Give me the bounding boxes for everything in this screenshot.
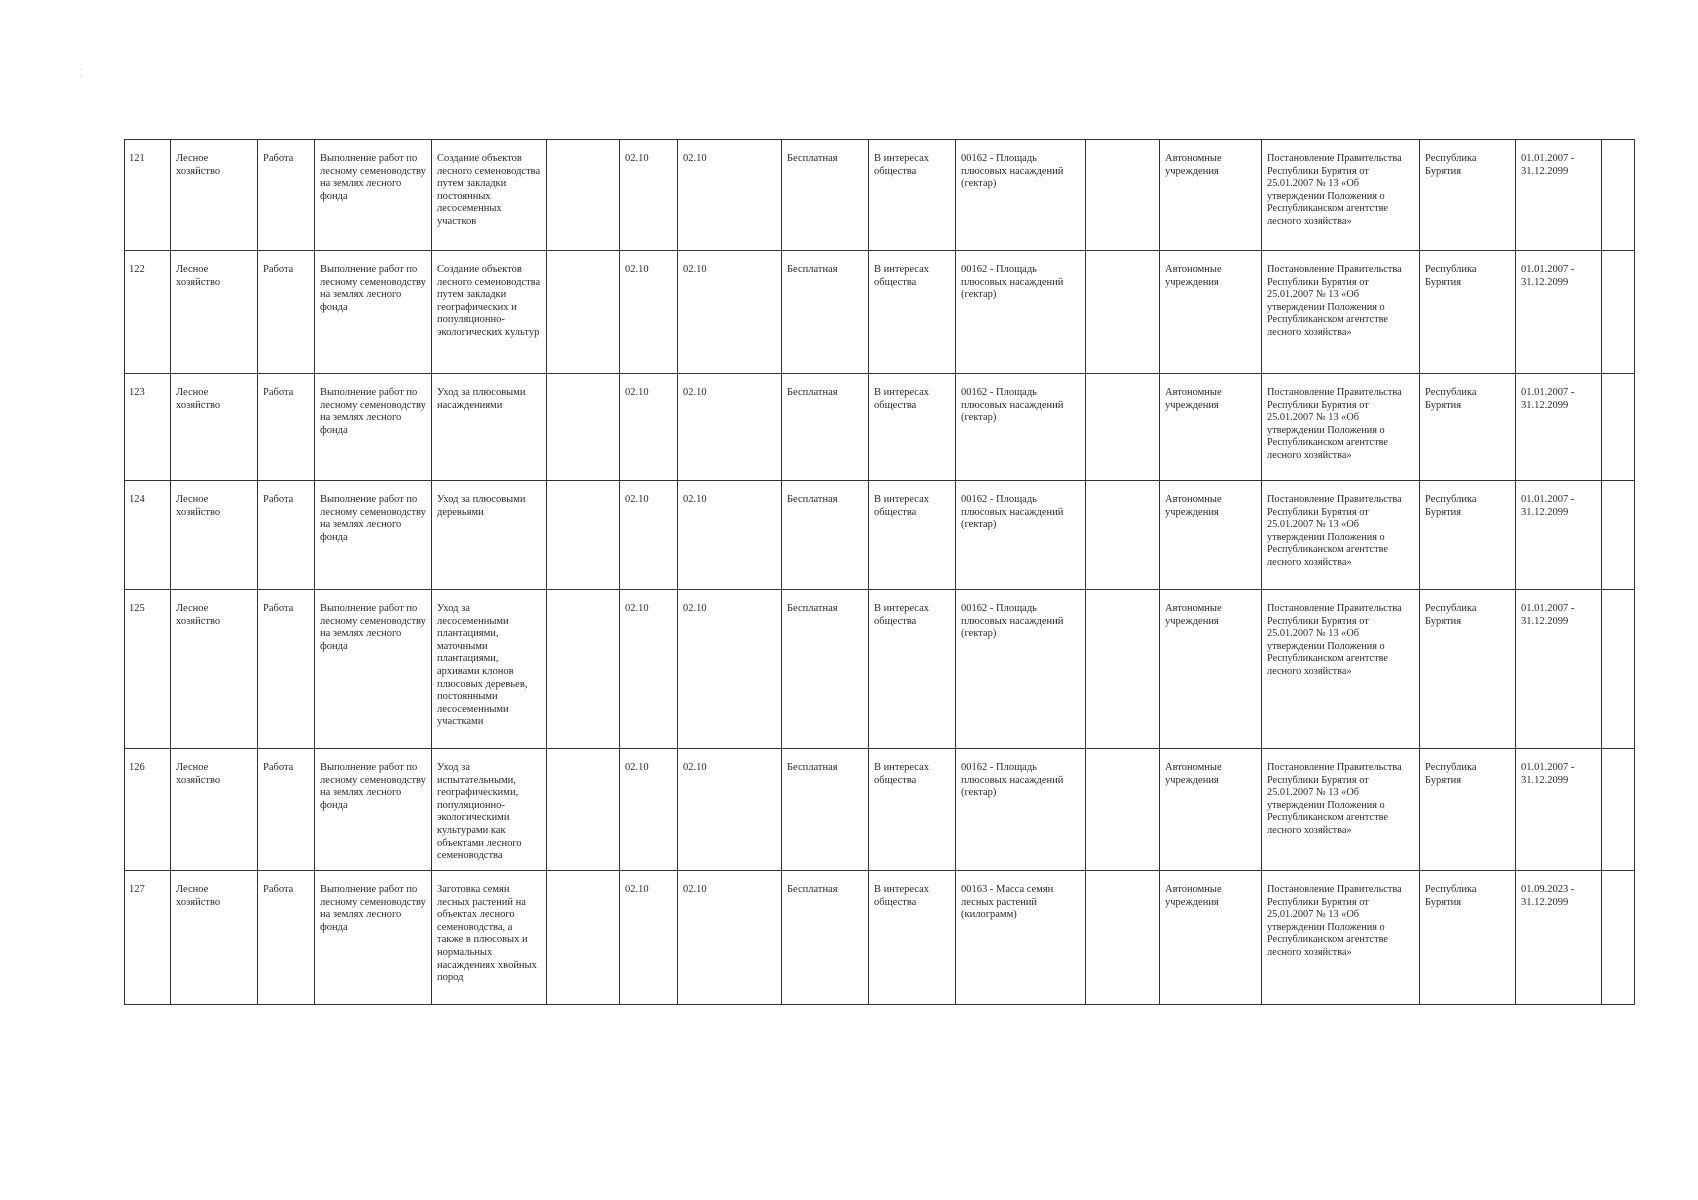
empty-cell <box>1086 749 1160 871</box>
legal-document: Постановление Правительства Республики Бурятия от 25.01.2007 № 13 «Об утверждении Положения о Республиканском агентстве лесного хозяйства» <box>1262 374 1420 481</box>
activity-sphere: Лесное хозяйство <box>171 590 258 749</box>
institution-type: Автономные учреждения <box>1160 749 1262 871</box>
entry-kind: Работа <box>258 481 315 590</box>
work-content: Создание объектов лесного семеноводства путем закладки географических и популяционно-экологических культур <box>432 251 547 374</box>
empty-cell <box>1602 481 1635 590</box>
entry-kind: Работа <box>258 374 315 481</box>
table-row <box>125 374 1635 481</box>
empty-cell <box>547 251 620 374</box>
okved-code-2: 02.10 <box>678 871 782 1005</box>
volume-indicator: 00162 - Площадь плюсовых насаждений (гектар) <box>956 749 1086 871</box>
table-row <box>125 140 1635 251</box>
work-name: Выполнение работ по лесному семеноводству на землях лесного фонда <box>315 871 432 1005</box>
volume-indicator: 00162 - Площадь плюсовых насаждений (гектар) <box>956 481 1086 590</box>
row-number: 127 <box>125 871 171 1005</box>
empty-cell <box>547 374 620 481</box>
volume-indicator: 00162 - Площадь плюсовых насаждений (гектар) <box>956 374 1086 481</box>
okved-code-2: 02.10 <box>678 140 782 251</box>
okved-code: 02.10 <box>620 374 678 481</box>
row-number: 123 <box>125 374 171 481</box>
entry-kind: Работа <box>258 251 315 374</box>
okved-code: 02.10 <box>620 251 678 374</box>
activity-sphere: Лесное хозяйство <box>171 871 258 1005</box>
volume-indicator: 00163 - Масса семян лесных растений (килограмм) <box>956 871 1086 1005</box>
empty-cell <box>1602 374 1635 481</box>
entry-kind: Работа <box>258 871 315 1005</box>
activity-sphere: Лесное хозяйство <box>171 374 258 481</box>
work-name: Выполнение работ по лесному семеноводству на землях лесного фонда <box>315 140 432 251</box>
institution-type: Автономные учреждения <box>1160 871 1262 1005</box>
region: Республика Бурятия <box>1420 590 1516 749</box>
institution-type: Автономные учреждения <box>1160 590 1262 749</box>
work-content: Заготовка семян лесных растений на объектах лесного семеноводства, а также в плюсовых и нормальных насаждениях хвойных пород <box>432 871 547 1005</box>
empty-cell <box>547 871 620 1005</box>
registry-table <box>124 139 1635 1005</box>
validity-period: 01.01.2007 - 31.12.2099 <box>1516 251 1602 374</box>
okved-code-2: 02.10 <box>678 481 782 590</box>
empty-cell <box>1086 374 1160 481</box>
work-content: Уход за плюсовыми насаждениями <box>432 374 547 481</box>
okved-code: 02.10 <box>620 749 678 871</box>
validity-period: 01.01.2007 - 31.12.2099 <box>1516 590 1602 749</box>
table-row <box>125 481 1635 590</box>
payment-type: Бесплатная <box>782 590 869 749</box>
empty-cell <box>1086 481 1160 590</box>
legal-document: Постановление Правительства Республики Бурятия от 25.01.2007 № 13 «Об утверждении Положения о Республиканском агентстве лесного хозяйства» <box>1262 749 1420 871</box>
okved-code-2: 02.10 <box>678 251 782 374</box>
validity-period: 01.01.2007 - 31.12.2099 <box>1516 481 1602 590</box>
okved-code: 02.10 <box>620 590 678 749</box>
volume-indicator: 00162 - Площадь плюсовых насаждений (гектар) <box>956 251 1086 374</box>
empty-cell <box>1602 871 1635 1005</box>
region: Республика Бурятия <box>1420 871 1516 1005</box>
empty-cell <box>1602 140 1635 251</box>
work-name: Выполнение работ по лесному семеноводству на землях лесного фонда <box>315 481 432 590</box>
okved-code: 02.10 <box>620 871 678 1005</box>
consumer-category: В интересах общества <box>869 140 956 251</box>
legal-document: Постановление Правительства Республики Бурятия от 25.01.2007 № 13 «Об утверждении Положения о Республиканском агентстве лесного хозяйства» <box>1262 251 1420 374</box>
region: Республика Бурятия <box>1420 140 1516 251</box>
consumer-category: В интересах общества <box>869 374 956 481</box>
empty-cell <box>1086 590 1160 749</box>
validity-period: 01.09.2023 - 31.12.2099 <box>1516 871 1602 1005</box>
row-number: 121 <box>125 140 171 251</box>
okved-code: 02.10 <box>620 140 678 251</box>
empty-cell <box>547 749 620 871</box>
empty-cell <box>1602 749 1635 871</box>
institution-type: Автономные учреждения <box>1160 374 1262 481</box>
validity-period: 01.01.2007 - 31.12.2099 <box>1516 749 1602 871</box>
activity-sphere: Лесное хозяйство <box>171 749 258 871</box>
okved-code: 02.10 <box>620 481 678 590</box>
work-name: Выполнение работ по лесному семеноводству на землях лесного фонда <box>315 749 432 871</box>
region: Республика Бурятия <box>1420 481 1516 590</box>
institution-type: Автономные учреждения <box>1160 140 1262 251</box>
activity-sphere: Лесное хозяйство <box>171 140 258 251</box>
okved-code-2: 02.10 <box>678 590 782 749</box>
row-number: 124 <box>125 481 171 590</box>
empty-cell <box>547 590 620 749</box>
row-number: 122 <box>125 251 171 374</box>
payment-type: Бесплатная <box>782 481 869 590</box>
volume-indicator: 00162 - Площадь плюсовых насаждений (гектар) <box>956 590 1086 749</box>
institution-type: Автономные учреждения <box>1160 481 1262 590</box>
work-content: Уход за лесосеменными плантациями, маточными плантациями, архивами клонов плюсовых деревьев, постоянными лесосеменными участками <box>432 590 547 749</box>
region: Республика Бурятия <box>1420 749 1516 871</box>
region: Республика Бурятия <box>1420 374 1516 481</box>
row-number: 125 <box>125 590 171 749</box>
consumer-category: В интересах общества <box>869 871 956 1005</box>
table-row <box>125 749 1635 871</box>
work-content: Уход за испытательными, географическими, популяционно-экологическими культурами как объектами лесного семеноводства <box>432 749 547 871</box>
table-row <box>125 871 1635 1005</box>
page-mark: · · <box>80 66 83 80</box>
legal-document: Постановление Правительства Республики Бурятия от 25.01.2007 № 13 «Об утверждении Положения о Республиканском агентстве лесного хозяйства» <box>1262 871 1420 1005</box>
volume-indicator: 00162 - Площадь плюсовых насаждений (гектар) <box>956 140 1086 251</box>
row-number: 126 <box>125 749 171 871</box>
consumer-category: В интересах общества <box>869 481 956 590</box>
empty-cell <box>1086 871 1160 1005</box>
legal-document: Постановление Правительства Республики Бурятия от 25.01.2007 № 13 «Об утверждении Положения о Республиканском агентстве лесного хозяйства» <box>1262 140 1420 251</box>
payment-type: Бесплатная <box>782 749 869 871</box>
payment-type: Бесплатная <box>782 374 869 481</box>
work-name: Выполнение работ по лесному семеноводству на землях лесного фонда <box>315 251 432 374</box>
validity-period: 01.01.2007 - 31.12.2099 <box>1516 374 1602 481</box>
empty-cell <box>1602 590 1635 749</box>
legal-document: Постановление Правительства Республики Бурятия от 25.01.2007 № 13 «Об утверждении Положения о Республиканском агентстве лесного хозяйства» <box>1262 481 1420 590</box>
entry-kind: Работа <box>258 140 315 251</box>
work-content: Уход за плюсовыми деревьями <box>432 481 547 590</box>
empty-cell <box>547 140 620 251</box>
validity-period: 01.01.2007 - 31.12.2099 <box>1516 140 1602 251</box>
table-row <box>125 251 1635 374</box>
payment-type: Бесплатная <box>782 871 869 1005</box>
empty-cell <box>1602 251 1635 374</box>
work-name: Выполнение работ по лесному семеноводству на землях лесного фонда <box>315 590 432 749</box>
consumer-category: В интересах общества <box>869 251 956 374</box>
entry-kind: Работа <box>258 590 315 749</box>
activity-sphere: Лесное хозяйство <box>171 481 258 590</box>
work-name: Выполнение работ по лесному семеноводству на землях лесного фонда <box>315 374 432 481</box>
entry-kind: Работа <box>258 749 315 871</box>
table-row <box>125 590 1635 749</box>
activity-sphere: Лесное хозяйство <box>171 251 258 374</box>
consumer-category: В интересах общества <box>869 749 956 871</box>
payment-type: Бесплатная <box>782 140 869 251</box>
institution-type: Автономные учреждения <box>1160 251 1262 374</box>
okved-code-2: 02.10 <box>678 374 782 481</box>
work-content: Создание объектов лесного семеноводства путем закладки постоянных лесосеменных участков <box>432 140 547 251</box>
consumer-category: В интересах общества <box>869 590 956 749</box>
empty-cell <box>1086 251 1160 374</box>
legal-document: Постановление Правительства Республики Бурятия от 25.01.2007 № 13 «Об утверждении Положения о Республиканском агентстве лесного хозяйства» <box>1262 590 1420 749</box>
payment-type: Бесплатная <box>782 251 869 374</box>
empty-cell <box>1086 140 1160 251</box>
empty-cell <box>547 481 620 590</box>
okved-code-2: 02.10 <box>678 749 782 871</box>
region: Республика Бурятия <box>1420 251 1516 374</box>
